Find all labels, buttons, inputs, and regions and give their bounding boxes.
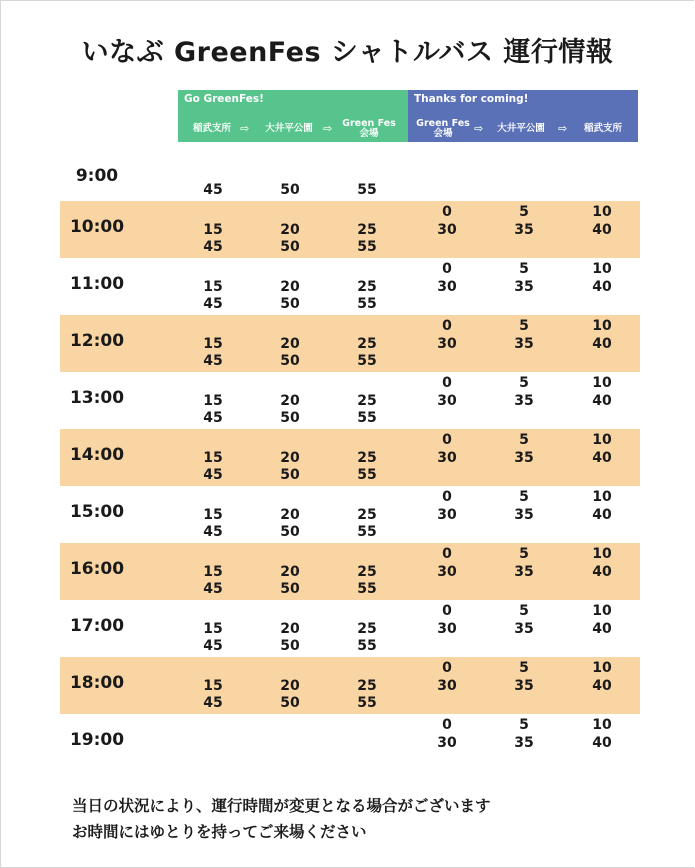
- outbound-stop-1: 稲武支所: [192, 123, 231, 134]
- outbound-minute: 55: [357, 638, 377, 654]
- return-minute: 5: [519, 660, 529, 676]
- outbound-minute: 50: [280, 695, 300, 711]
- hour-label: 13:00: [69, 388, 125, 408]
- outbound-minute: 15: [203, 678, 223, 694]
- return-minute: 5: [519, 432, 529, 448]
- return-minute: 30: [437, 507, 457, 523]
- return-minute: 10: [592, 603, 612, 619]
- outbound-minute: 45: [203, 581, 223, 597]
- return-minute: 0: [442, 432, 452, 448]
- return-minute: 10: [592, 261, 612, 277]
- return-minute: 0: [442, 489, 452, 505]
- return-minute: 0: [442, 660, 452, 676]
- outbound-minute: 15: [203, 621, 223, 637]
- hour-label: 16:00: [69, 559, 125, 579]
- outbound-minute: 55: [357, 239, 377, 255]
- return-minute: 40: [592, 507, 612, 523]
- outbound-minute: 15: [203, 393, 223, 409]
- outbound-header: [178, 90, 408, 142]
- return-minute: 35: [514, 735, 534, 751]
- outbound-minute: 45: [203, 638, 223, 654]
- arrow-icon: ⇨: [474, 122, 484, 135]
- outbound-minute: 15: [203, 279, 223, 295]
- return-minute: 0: [442, 204, 452, 220]
- outbound-minute: 20: [280, 393, 300, 409]
- outbound-minute: 50: [280, 524, 300, 540]
- outbound-stop-3: Green Fes 会場: [342, 118, 396, 139]
- return-minute: 10: [592, 660, 612, 676]
- outbound-minute: 55: [357, 524, 377, 540]
- return-minute: 5: [519, 375, 529, 391]
- outbound-minute: 45: [203, 410, 223, 426]
- return-minute: 30: [437, 222, 457, 238]
- arrow-icon: ⇨: [323, 122, 333, 135]
- return-minute: 10: [592, 375, 612, 391]
- return-minute: 35: [514, 678, 534, 694]
- hour-label: 11:00: [69, 274, 125, 294]
- return-minute: 30: [437, 735, 457, 751]
- outbound-minute: 20: [280, 336, 300, 352]
- arrow-icon: ⇨: [558, 122, 568, 135]
- return-minute: 5: [519, 546, 529, 562]
- return-minute: 5: [519, 204, 529, 220]
- outbound-minute: 15: [203, 564, 223, 580]
- return-minute: 35: [514, 336, 534, 352]
- outbound-minute: 15: [203, 222, 223, 238]
- outbound-minute: 20: [280, 222, 300, 238]
- outbound-minute: 45: [203, 296, 223, 312]
- outbound-minute: 45: [203, 524, 223, 540]
- return-header-title: Thanks for coming!: [414, 93, 529, 105]
- outbound-minute: 55: [357, 353, 377, 369]
- arrow-icon: ⇨: [240, 122, 250, 135]
- outbound-minute: 50: [280, 410, 300, 426]
- outbound-minute: 15: [203, 336, 223, 352]
- return-minute: 30: [437, 393, 457, 409]
- outbound-minute: 25: [357, 222, 377, 238]
- return-minute: 35: [514, 450, 534, 466]
- outbound-stop-2: 大井平公園: [265, 123, 313, 134]
- outbound-minute: 25: [357, 621, 377, 637]
- outbound-minute: 45: [203, 467, 223, 483]
- outbound-minute: 50: [280, 353, 300, 369]
- outbound-minute: 55: [357, 467, 377, 483]
- outbound-minute: 25: [357, 279, 377, 295]
- return-minute: 0: [442, 375, 452, 391]
- outbound-minute: 25: [357, 393, 377, 409]
- return-stop-1: Green Fes 会場: [416, 118, 470, 139]
- return-minute: 40: [592, 678, 612, 694]
- return-minute: 40: [592, 621, 612, 637]
- return-minute: 35: [514, 507, 534, 523]
- outbound-minute: 20: [280, 564, 300, 580]
- hour-label: 10:00: [69, 217, 125, 237]
- outbound-minute: 45: [203, 239, 223, 255]
- return-minute: 40: [592, 564, 612, 580]
- outbound-minute: 50: [280, 467, 300, 483]
- outbound-header-title: Go GreenFes!: [184, 93, 264, 105]
- return-minute: 40: [592, 393, 612, 409]
- return-minute: 0: [442, 318, 452, 334]
- outbound-minute: 20: [280, 621, 300, 637]
- return-minute: 35: [514, 564, 534, 580]
- notice-line-1: 当日の状況により、運行時間が変更となる場合がございます: [72, 797, 491, 815]
- outbound-minute: 55: [357, 182, 377, 198]
- return-minute: 40: [592, 222, 612, 238]
- outbound-minute: 25: [357, 507, 377, 523]
- return-minute: 35: [514, 621, 534, 637]
- outbound-minute: 20: [280, 678, 300, 694]
- return-minute: 40: [592, 450, 612, 466]
- hour-label: 14:00: [69, 445, 125, 465]
- outbound-minute: 45: [203, 353, 223, 369]
- return-minute: 40: [592, 279, 612, 295]
- outbound-minute: 20: [280, 279, 300, 295]
- return-minute: 0: [442, 717, 452, 733]
- hour-label: 12:00: [69, 331, 125, 351]
- return-minute: 5: [519, 261, 529, 277]
- outbound-minute: 50: [280, 296, 300, 312]
- return-minute: 10: [592, 318, 612, 334]
- return-minute: 35: [514, 279, 534, 295]
- outbound-minute: 50: [280, 581, 300, 597]
- return-minute: 5: [519, 603, 529, 619]
- notice-line-2: お時間にはゆとりを持ってご来場ください: [72, 823, 367, 841]
- return-header: [408, 90, 638, 142]
- return-minute: 35: [514, 222, 534, 238]
- hour-label: 15:00: [69, 502, 125, 522]
- return-minute: 30: [437, 564, 457, 580]
- outbound-minute: 45: [203, 695, 223, 711]
- return-minute: 30: [437, 678, 457, 694]
- outbound-minute: 55: [357, 410, 377, 426]
- return-minute: 10: [592, 432, 612, 448]
- outbound-minute: 15: [203, 507, 223, 523]
- outbound-minute: 55: [357, 296, 377, 312]
- outbound-minute: 15: [203, 450, 223, 466]
- outbound-minute: 20: [280, 507, 300, 523]
- return-stop-3: 稲武支所: [583, 123, 622, 134]
- return-minute: 10: [592, 717, 612, 733]
- outbound-minute: 25: [357, 564, 377, 580]
- outbound-minute: 45: [203, 182, 223, 198]
- outbound-minute: 25: [357, 678, 377, 694]
- return-minute: 10: [592, 546, 612, 562]
- outbound-minute: 25: [357, 336, 377, 352]
- return-stop-2: 大井平公園: [497, 123, 545, 134]
- return-minute: 30: [437, 336, 457, 352]
- return-minute: 40: [592, 336, 612, 352]
- outbound-minute: 20: [280, 450, 300, 466]
- return-minute: 0: [442, 261, 452, 277]
- hour-label: 17:00: [69, 616, 125, 636]
- page-title: いなぶ GreenFes シャトルバス 運行情報: [81, 37, 614, 68]
- outbound-minute: 55: [357, 581, 377, 597]
- outbound-minute: 50: [280, 239, 300, 255]
- return-minute: 40: [592, 735, 612, 751]
- return-minute: 30: [437, 450, 457, 466]
- return-minute: 0: [442, 603, 452, 619]
- hour-label: 19:00: [69, 730, 125, 750]
- outbound-minute: 25: [357, 450, 377, 466]
- return-minute: 30: [437, 279, 457, 295]
- return-minute: 5: [519, 318, 529, 334]
- return-minute: 35: [514, 393, 534, 409]
- return-minute: 30: [437, 621, 457, 637]
- outbound-minute: 50: [280, 638, 300, 654]
- return-minute: 10: [592, 489, 612, 505]
- outbound-minute: 50: [280, 182, 300, 198]
- return-minute: 10: [592, 204, 612, 220]
- outbound-minute: 55: [357, 695, 377, 711]
- hour-label: 9:00: [75, 166, 119, 186]
- hour-label: 18:00: [69, 673, 125, 693]
- return-minute: 5: [519, 489, 529, 505]
- return-minute: 5: [519, 717, 529, 733]
- return-minute: 0: [442, 546, 452, 562]
